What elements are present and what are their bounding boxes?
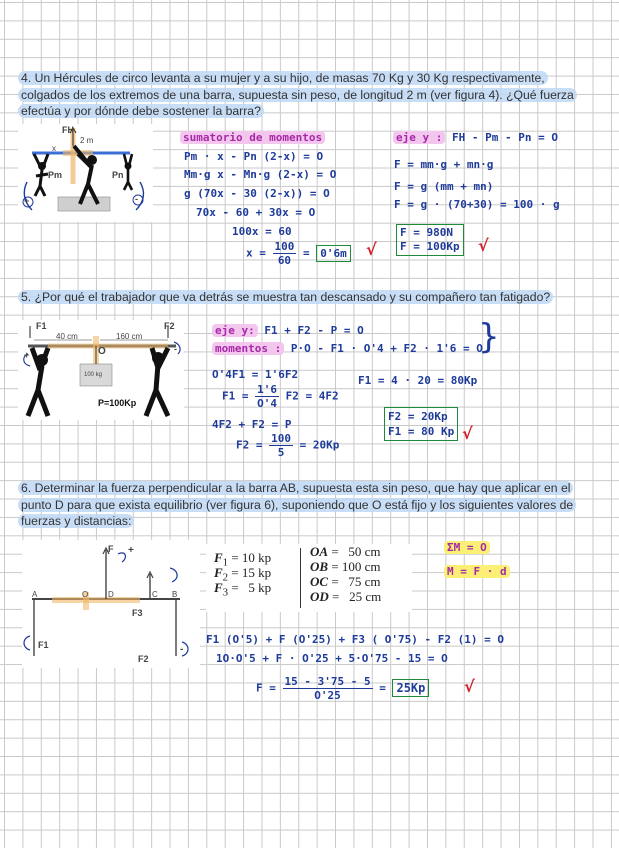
solution-4-heading-right: eje y : FH - Pm - Pn = O (393, 131, 558, 144)
table-row-oc: OC = 75 cm (310, 574, 381, 589)
solution-5-moment-eq: P·O - F1 · O'4 + F2 · 1'6 = O (290, 342, 483, 355)
problem-4-text: Un Hércules de circo levanta a su mujer y a su hijo, de masas 70 Kg y 30 Kg respectivamente, colgados de los extremos de una barra, supuesta sin peso, de longitud 2 m (ver figura 4). ¿Qué fuerza efectúa y por dónde debe sostener la barra? (21, 71, 574, 118)
problem-5-number: 5. (21, 290, 32, 304)
solution-4-force-kp: F = 100Kp (400, 240, 460, 253)
table-row-f3: $F_3 = 5$ kp (214, 580, 272, 599)
problem-6-statement (18, 480, 596, 530)
table-row-f1: $F_1 = 10$ kp (214, 550, 272, 569)
figure-4 (18, 124, 153, 222)
solution-4-line-5: 100x = 60 (232, 225, 292, 238)
figure-6 (22, 540, 200, 668)
solution-6-line-1: F1 (O'5) + F (O'25) + F3 ( O'75) - F2 (1) = O (206, 633, 505, 646)
figure-6-label-o: O (82, 590, 89, 599)
figure-5 (18, 320, 184, 420)
figure-5-label-o: O (98, 346, 106, 357)
solution-5-f1-calc: F1 = 4 · 20 = 80Kp (358, 374, 478, 387)
solution-4-force-box (396, 224, 464, 256)
problem-4-number: 4. (21, 71, 32, 85)
figure-6-label-d: D (108, 590, 114, 599)
solution-5-result-f1: F1 = 80 Kp (388, 425, 455, 438)
solution-4-line-2: Mm·g x - Mn·g (2-x) = O (184, 168, 337, 181)
solution-6-check: √ (464, 677, 475, 696)
solution-5-check: √ (462, 424, 473, 443)
figure-5-label-p: P=100Kp (98, 398, 137, 408)
figure-6-rot-f (118, 553, 125, 562)
figure-4-woman-body (34, 154, 48, 196)
figure-4-label-plus: + (24, 196, 30, 206)
problem-4-highlight (18, 71, 577, 118)
figure-6-label-f3: F3 (132, 608, 143, 618)
solution-5-f1-row: F1 = $\frac{1'6}{O'4}$ F2 = 4F2 (222, 383, 339, 410)
figure-6-rot-f3 (170, 568, 177, 582)
figure-5-worker-back-body (146, 348, 168, 416)
solution-6-result-box: 25Kp (392, 679, 429, 697)
figure-6-drawing (22, 540, 200, 668)
problem-6-highlight (18, 481, 576, 528)
figure-4-label-fh: FH (62, 125, 74, 135)
problem-4-statement (18, 70, 596, 120)
solution-4-x-result-row: x = $\frac{100}{60}$ = 0'6m (246, 240, 351, 267)
solution-5-f1-fraction: $\frac{1'6}{O'4}$ (257, 383, 277, 410)
figure-5-label-f1: F1 (36, 321, 47, 331)
problem-6-number: 6. (21, 481, 32, 495)
table-divider (300, 548, 301, 608)
figure-4-child-body (124, 154, 132, 190)
solution-5-eje-eq: F1 + F2 - P = O (264, 324, 364, 337)
solution-4-right-line-1: F = mm·g + mn·g (394, 158, 494, 171)
figure-5-label-plus: + (24, 350, 30, 360)
solution-5-eje-label: eje y: (212, 324, 258, 337)
figure-5-label-f2: F2 (164, 321, 175, 331)
solution-6-moment-def: M = F · d (444, 565, 510, 578)
solution-4-x-prefix: x = (246, 246, 266, 260)
problem-5-text: ¿Por qué el trabajador que va detrás se muestra tan descansado y su compañero tan fatigado? (34, 290, 551, 304)
solution-5-eje-row (212, 324, 364, 337)
solution-5-brace: } (478, 317, 500, 357)
figure-5-label-40cm: 40 cm (56, 332, 78, 341)
figure-6-label-minus: - (180, 644, 184, 655)
solution-4-x-boxed: 0'6m (316, 245, 351, 262)
problem-5-highlight (18, 290, 553, 304)
solution-5-result-box (384, 407, 458, 441)
table-forces-column (214, 550, 272, 599)
figure-5-worker-front-body (28, 348, 48, 416)
figure-4-label-x: x (52, 144, 56, 153)
problem-6-values-table (206, 544, 412, 612)
solution-4-right-line-3: F = g · (70+30) = 100 · g (394, 198, 560, 211)
solution-4-x-fraction: $\frac{100}{60}$ (274, 240, 295, 267)
solution-4-line-4: 70x - 60 + 30x = O (196, 206, 316, 219)
figure-6-label-a: A (32, 590, 38, 599)
problem-6-text: Determinar la fuerza perpendicular a la barra AB, supuesta esta sin peso, que hay que aplicar en el punto D para que exista equilibrio (ver figura 6), suponiendo que O está fijo y los siguientes valores de fuerzas y distancias: (21, 481, 574, 528)
figure-6-rot-f1 (24, 636, 30, 650)
solution-5-f2-row: F2 = $\frac{100}{5}$ = 20Kp (236, 432, 340, 459)
figure-6-label-f2: F2 (138, 654, 149, 664)
solution-6-sum-m: ΣM = O (444, 541, 490, 554)
figure-6-label-f1: F1 (38, 640, 49, 650)
solution-4-line-3: g (70x - 30 (2-x)) = O (184, 187, 330, 200)
solution-5-line-3: 4F2 + F2 = P (212, 418, 292, 431)
solution-5-result-f2: F2 = 20Kp (388, 410, 448, 423)
table-row-f2: $F_2 = 15$ kp (214, 565, 272, 584)
figure-4-label-length: 2 m (80, 136, 94, 145)
figure-4-label-minus: - (135, 194, 138, 204)
solution-6-f-fraction: $\frac{15 - 3'75 - 5}{O'25}$ (284, 675, 371, 702)
table-row-od: OD = 25 cm (310, 589, 382, 604)
figure-5-label-box-mass: 100 kg (84, 372, 103, 378)
solution-6-result-row: F = $\frac{15 - 3'75 - 5}{O'25}$ = 25Kp (256, 675, 429, 702)
figure-6-label-f: F (108, 544, 114, 554)
solution-4-right-line-2: F = g (mm + mn) (394, 180, 494, 193)
figure-6-label-plus: + (128, 545, 134, 556)
figure-6-label-b: B (172, 590, 178, 599)
solution-6-f-prefix: F = (256, 681, 276, 695)
figure-6-label-c: C (152, 590, 158, 599)
figure-5-label-160cm: 160 cm (116, 332, 143, 341)
table-distances-column (310, 544, 381, 604)
solution-5-moment-label: momentos : (212, 342, 284, 355)
figure-4-label-pn: Pn (112, 170, 124, 180)
solution-4-line-1: Pm · x - Pn (2-x) = O (184, 150, 324, 163)
solution-5-f2-fraction: $\frac{100}{5}$ (271, 432, 291, 459)
figure-4-label-pm: Pm (48, 170, 63, 180)
solution-5-line-1: O'4F1 = 1'6F2 (212, 368, 299, 381)
solution-4-force-check: √ (478, 236, 489, 255)
table-row-oa: OA = 50 cm (310, 544, 381, 559)
problem-5-statement (18, 289, 596, 306)
figure-5-label-minus: - (174, 344, 177, 354)
solution-4-force-newton: F = 980N (400, 226, 453, 239)
table-row-ob: OB = 100 cm (310, 559, 381, 574)
solution-6-line-2: 1O·O'5 + F · O'25 + 5·O'75 - 15 = O (216, 652, 448, 665)
solution-5-moment-row (212, 342, 483, 355)
solution-4-heading-left: sumatorio de momentos (180, 131, 325, 144)
solution-4-x-check: √ (366, 240, 377, 259)
